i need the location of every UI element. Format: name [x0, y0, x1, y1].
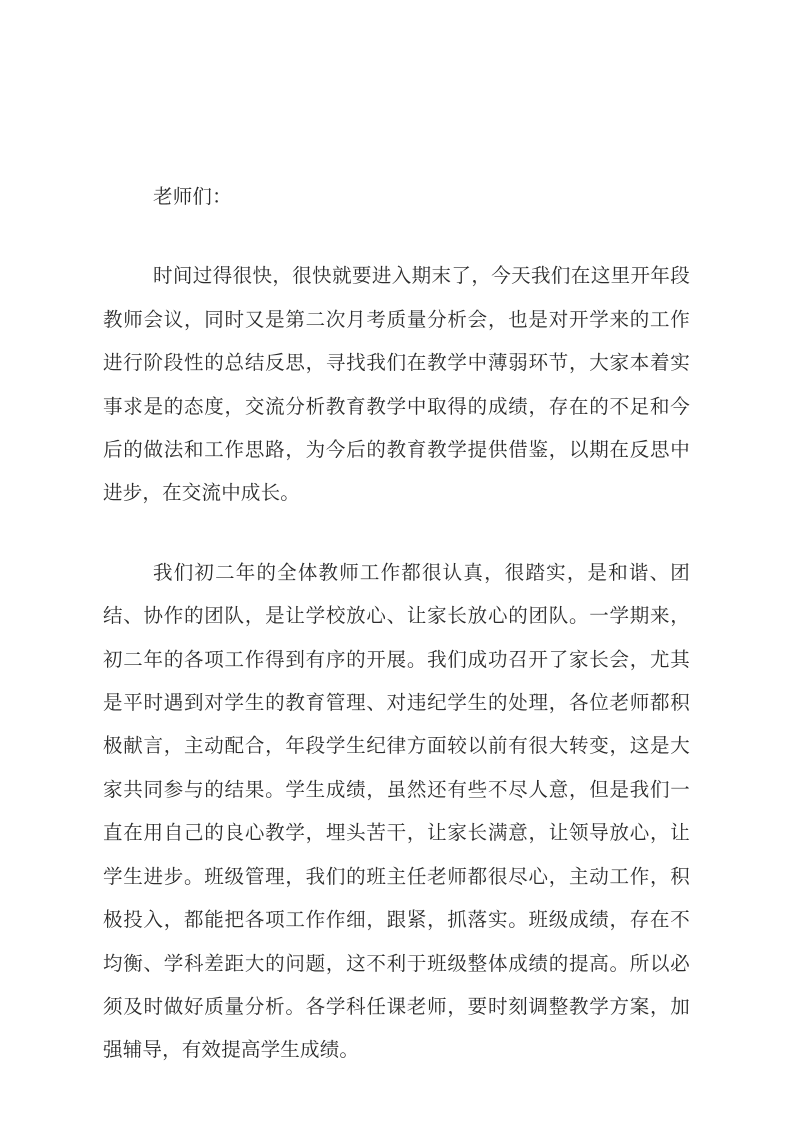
paragraph-body: 我们初二年的全体教师工作都很认真，很踏实，是和谐、团结、协作的团队，是让学校放心、让家长放心的团队。一学期来，初二年的各项工作得到有序的开展。我们成功召开了家长会，尤其是平时遇到对学生的教育管理、对违纪学生的处理，各位老师都积极献言，主动配合，年段学生纪律方面较以前有很大转变，这是大家共同参与的结果。学生成绩，虽然还有些不尽人意，但是我们一直在用自己的良心教学，埋头苦干，让家长满意，让领导放心，让学生进步。班级管理，我们的班主任老师都很尽心，主动工作，积极投入，都能把各项工作作细，跟紧，抓落实。班级成绩，存在不均衡、学科差距大的问题，这不利于班级整体成绩的提高。所以必须及时做好质量分析。各学科任课老师，要时刻调整教学方案，加强辅导，有效提高学生成绩。 — [103, 562, 690, 1062]
paragraph-opening: 时间过得很快，很快就要进入期末了，今天我们在这里开年段教师会议，同时又是第二次月考质量分析会，也是对开学来的工作进行阶段性的总结反思，寻找我们在教学中薄弱环节，大家本着实事求是的态度，交流分析教育教学中取得的成绩，存在的不足和今后的做法和工作思路，为今后的教育教学提供借鉴，以期在反思中进步，在交流中成长。 — [103, 266, 690, 505]
salutation-line: 老师们： — [153, 187, 232, 208]
